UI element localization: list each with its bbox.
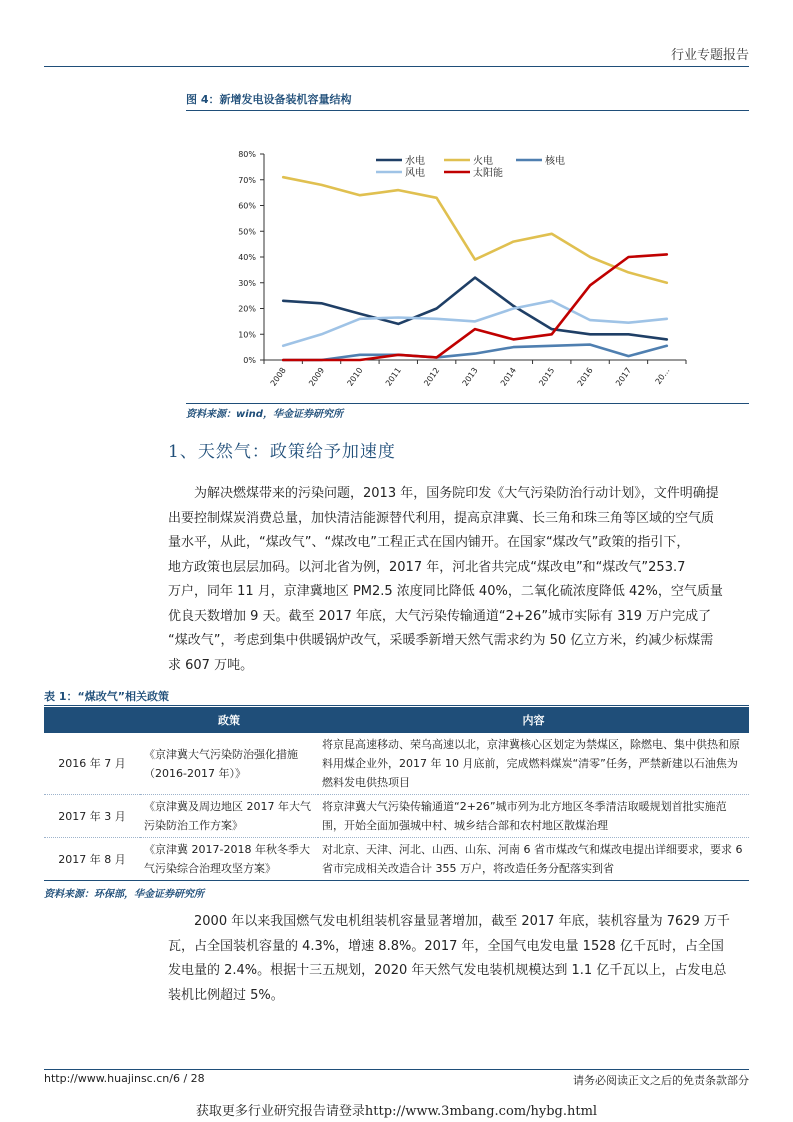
x-tick-label: 2009 — [307, 365, 327, 388]
table-row — [44, 733, 749, 795]
policy-table — [44, 707, 749, 880]
table-title: 表 1：“煤改气”相关政策 — [44, 690, 169, 703]
x-tick-label: 2016 — [575, 365, 595, 388]
legend-label: 火电 — [473, 156, 493, 167]
x-tick-label: 2010 — [345, 365, 365, 388]
series-line-核电 — [283, 345, 667, 360]
figure-title: 图 4：新增发电设备装机容量结构 — [186, 93, 352, 106]
paragraph-line: “煤改气”，考虑到集中供暖锅炉改气，采暖季新增天然气需求约为 50 亿立方米，约减少标煤需 — [168, 633, 714, 648]
promo-banner-text: 获取更多行业研究报告请登录http://www.3mbang.com/hybg.html — [195, 1104, 598, 1119]
y-tick-label: 20% — [238, 304, 256, 314]
table-bottom-divider — [44, 880, 749, 881]
legend-label: 风电 — [405, 168, 425, 179]
y-tick-label: 50% — [238, 227, 256, 237]
table-row — [44, 838, 749, 881]
table-row — [44, 795, 749, 838]
y-tick-label: 60% — [238, 201, 256, 211]
paragraph-line: 为解决燃煤带来的污染问题，2013 年，国务院印发《大气污染防治行动计划》，文件明确提 — [194, 486, 719, 501]
paragraph-line: 地方政策也层层加码。以河北省为例，2017 年，河北省共完成“煤改电”和“煤改气”253.7 — [168, 559, 686, 575]
y-tick-label: 40% — [238, 253, 256, 262]
y-tick-label: 80% — [238, 150, 256, 159]
paragraph-line: 求 607 万吨。 — [168, 657, 254, 673]
row-date: 2016 年 7 月 — [44, 733, 140, 795]
footer-website-link[interactable]: http://www.huajinsc.cn/6 / 28 — [44, 1072, 205, 1085]
row-date: 2017 年 3 月 — [44, 795, 140, 838]
footer-divider — [44, 1069, 749, 1070]
legend-label: 核电 — [545, 156, 565, 167]
header-date — [44, 707, 140, 733]
x-tick-label: 2013 — [460, 365, 480, 388]
paragraph-line: 量水平，从此，“煤改气”、“煤改电”工程正式在国内铺开。在国家“煤改气”政策的指引下， — [168, 535, 690, 550]
y-tick-label: 30% — [238, 278, 256, 288]
x-tick-label: 20… — [653, 365, 672, 387]
row-content: 将京昆高速移动、荣乌高速以北，京津冀核心区划定为禁煤区，除燃电、集中供热和原料用煤企业外，2017 年 10 月底前，完成燃料煤炭“清零”任务，严禁新建以石油焦为燃料发电供热项目 — [318, 733, 749, 795]
body-paragraph-1 — [168, 482, 746, 678]
header-content: 内容 — [318, 707, 749, 733]
row-policy: 《京津冀 2017-2018 年秋冬季大气污染综合治理攻坚方案》 — [144, 843, 310, 875]
figure-top-divider — [186, 110, 749, 111]
row-policy: 《京津冀及周边地区 2017 年大气污染防治工作方案》 — [140, 795, 318, 838]
y-tick-label: 10% — [238, 330, 256, 340]
row-policy: 《京津冀大气污染防治强化措施（2016-2017 年）》 — [140, 733, 318, 795]
paragraph-line: 优良天数增加 9 天。截至 2017 年底，大气污染传输通道“2+26”城市实际有 319 万户完成了 — [168, 608, 712, 624]
section-heading: 1、天然气：政策给予加速度 — [168, 442, 396, 462]
table-source: 资料来源：环保部，华金证券研究所 — [44, 889, 204, 900]
figure-bottom-divider — [186, 403, 749, 404]
body-paragraph-2 — [168, 910, 746, 1008]
row-date: 2017 年 8 月 — [58, 852, 126, 866]
x-tick-label: 2015 — [537, 365, 557, 388]
series-line-火电 — [283, 177, 667, 283]
report-type-header: 行业专题报告 — [670, 48, 749, 63]
header-policy: 政策 — [140, 707, 318, 733]
table-top-divider — [44, 705, 749, 706]
x-tick-label: 2017 — [614, 365, 634, 388]
legend-label: 太阳能 — [473, 168, 503, 179]
paragraph-line: 发电量的 2.4%。根据十三五规划，2020 年天然气发电装机规模达到 1.1 亿千瓦以上，占发电总 — [168, 963, 727, 978]
paragraph-line: 瓦，占全国装机容量的 4.3%，增速 8.8%。2017 年，全国气电发电量 1528 亿千瓦时，占全国 — [168, 938, 724, 954]
header-divider — [44, 66, 749, 67]
table-header-row — [44, 707, 749, 733]
y-tick-label: 0% — [243, 356, 256, 365]
y-tick-label: 70% — [238, 175, 256, 185]
x-tick-label: 2012 — [422, 365, 442, 388]
legend-label: 水电 — [405, 156, 425, 167]
row-content: 将京津冀大气污染传输通道“2+26”城市列为北方地区冬季清洁取暖规划首批实施范围，开始全面加强城中村、城乡结合部和农村地区散煤治理 — [318, 795, 749, 838]
figure-source: 资料来源：wind，华金证券研究所 — [186, 409, 343, 420]
paragraph-line: 装机比例超过 5%。 — [168, 987, 284, 1003]
row-content: 对北京、天津、河北、山西、山东、河南 6 省市煤改气和煤改电提出详细要求，要求 6 省市完成相关改造合计 355 万户，将改造任务分配落实到省 — [322, 843, 743, 875]
paragraph-line: 2000 年以来我国燃气发电机组装机容量显著增加，截至 2017 年底，装机容量为 7629 万千 — [194, 914, 730, 929]
capacity-structure-line-chart — [186, 140, 706, 402]
paragraph-line: 万户，同年 11 月，京津冀地区 PM2.5 浓度同比降低 40%，二氧化硫浓度降低 42%，空气质量 — [168, 584, 723, 599]
paragraph-line: 出要控制煤炭消费总量，加快清洁能源替代利用，提高京津冀、长三角和珠三角等区域的空气质 — [168, 510, 715, 526]
footer-disclaimer: 请务必阅读正文之后的免责条款部分 — [573, 1074, 749, 1087]
x-tick-label: 2008 — [268, 365, 288, 388]
x-tick-label: 2014 — [498, 365, 519, 388]
x-tick-label: 2011 — [383, 365, 403, 388]
